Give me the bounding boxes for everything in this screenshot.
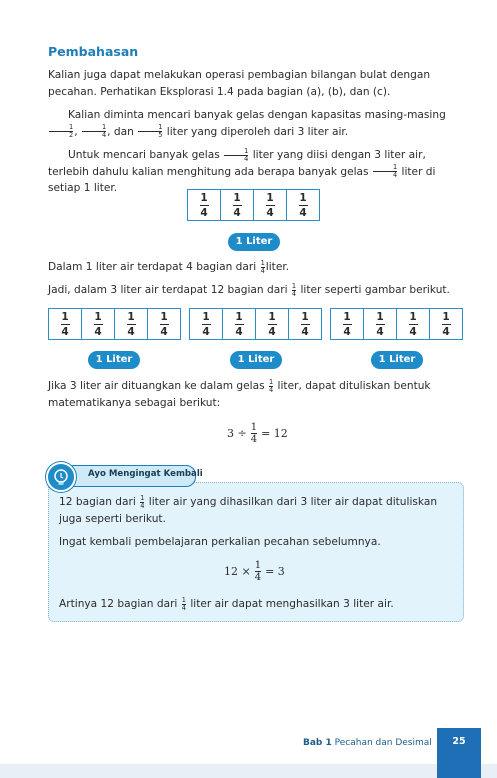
quarter-cell: 1 4 <box>255 309 288 339</box>
quarter-cell: 1 4 <box>147 309 180 339</box>
equation-fraction: 1 4 <box>254 560 262 583</box>
equation-multiplication: 12 × 1 4 = 3 <box>224 560 285 583</box>
fraction-quarter: $\frac{1}{4}$ <box>291 281 297 298</box>
fraction-quarter: $\frac{1}{4}$ <box>268 377 274 394</box>
paragraph-one-liter: Dalam 1 liter air terdapat 4 bagian dari $\frac{1}{4}$ liter. <box>48 258 290 275</box>
quarter-cell: 1 4 <box>61 310 69 338</box>
liter-strip-single <box>187 189 320 221</box>
footer-chapter: Bab 1 Pecahan dan Desimal <box>303 738 432 748</box>
section-heading: Pembahasan <box>48 44 139 59</box>
liter-strip-1 <box>48 308 181 340</box>
quarter-cell: 1 4 <box>286 190 319 220</box>
fraction-quarter: $\frac{1}{4}$ <box>373 164 397 179</box>
footer-band <box>0 764 497 778</box>
paragraph-three-liters: Jadi, dalam 3 liter air terdapat 12 bagian dari $\frac{1}{4}$ liter seperti gambar berikut. <box>48 281 450 298</box>
page-number: 25 <box>437 728 481 778</box>
quarter-cell: 1 4 <box>288 309 321 339</box>
fraction-quarter: $\frac{1}{4}$ <box>82 124 106 139</box>
quarter-cell: 1 4 <box>220 190 253 220</box>
quarter-cell: 1 4 <box>200 191 208 219</box>
equation-fraction: 1 4 <box>250 422 258 445</box>
quarter-cell: 1 4 <box>114 309 147 339</box>
fraction-fifth: $\frac{1}{5}$ <box>138 124 162 139</box>
quarter-cell: 1 4 <box>202 310 210 338</box>
fraction-quarter: $\frac{1}{4}$ <box>260 258 265 275</box>
paragraph-method: Untuk mencari banyak gelas $\frac{1}{4}$ liter yang diisi dengan 3 liter air, terlebih dahulu kalian menghitung ada berapa banyak gelas $\frac{1}{4}$ liter di setiap 1 liter. <box>48 146 436 194</box>
quarter-cell: 1 4 <box>343 310 351 338</box>
liter-label: 1 Liter <box>230 351 282 369</box>
paragraph-intro: Kalian juga dapat melakukan operasi pembagian bilangan bulat dengan pecahan. Perhatikan Eksplorasi 1.4 pada bagian (a), (b), dan (c). <box>48 69 431 98</box>
paragraph-capacities: Kalian diminta mencari banyak gelas dengan kapasitas masing-masing $\frac{1}{2}$ , $\frac{1}{4}$ , dan $\frac{1}{5}$ liter yang diperoleh dari 3 liter air. <box>48 107 448 140</box>
quarter-cell: 1 4 <box>396 309 429 339</box>
quarter-cell: 1 4 <box>253 190 286 220</box>
quarter-cell: 1 4 <box>363 309 396 339</box>
liter-label: 1 Liter <box>371 351 423 369</box>
quarter-cell: 1 4 <box>222 309 255 339</box>
equation-division: 3 ÷ 1 4 = 12 <box>227 422 288 445</box>
liter-label: 1 Liter <box>228 233 280 251</box>
fraction-half: $\frac{1}{2}$ <box>49 124 73 139</box>
reminder-badge-label: Ayo Mengingat Kembali <box>88 469 203 479</box>
liter-strip-3 <box>330 308 463 340</box>
fraction-quarter: $\frac{1}{4}$ <box>224 148 248 163</box>
liter-strip-2 <box>189 308 322 340</box>
reminder-line-2: Ingat kembali pembelajaran perkalian pecahan sebelumnya. <box>59 536 381 548</box>
reminder-line-1: 12 bagian dari $\frac{1}{4}$ liter air yang dihasilkan dari 3 liter air dapat dituliskan juga seperti berikut. <box>59 493 438 525</box>
fraction-quarter: $\frac{1}{4}$ <box>140 493 145 510</box>
quarter-cell: 1 4 <box>81 309 114 339</box>
paragraph-pour: Jika 3 liter air dituangkan ke dalam gelas $\frac{1}{4}$ liter, dapat dituliskan bentuk matematikanya sebagai berikut: <box>48 377 431 409</box>
quarter-cell: 1 4 <box>429 309 462 339</box>
liter-label: 1 Liter <box>88 351 140 369</box>
lightbulb-head-icon <box>46 462 76 492</box>
fraction-quarter: $\frac{1}{4}$ <box>181 595 186 612</box>
reminder-line-3: Artinya 12 bagian dari $\frac{1}{4}$ liter air dapat menghasilkan 3 liter air. <box>59 595 394 612</box>
